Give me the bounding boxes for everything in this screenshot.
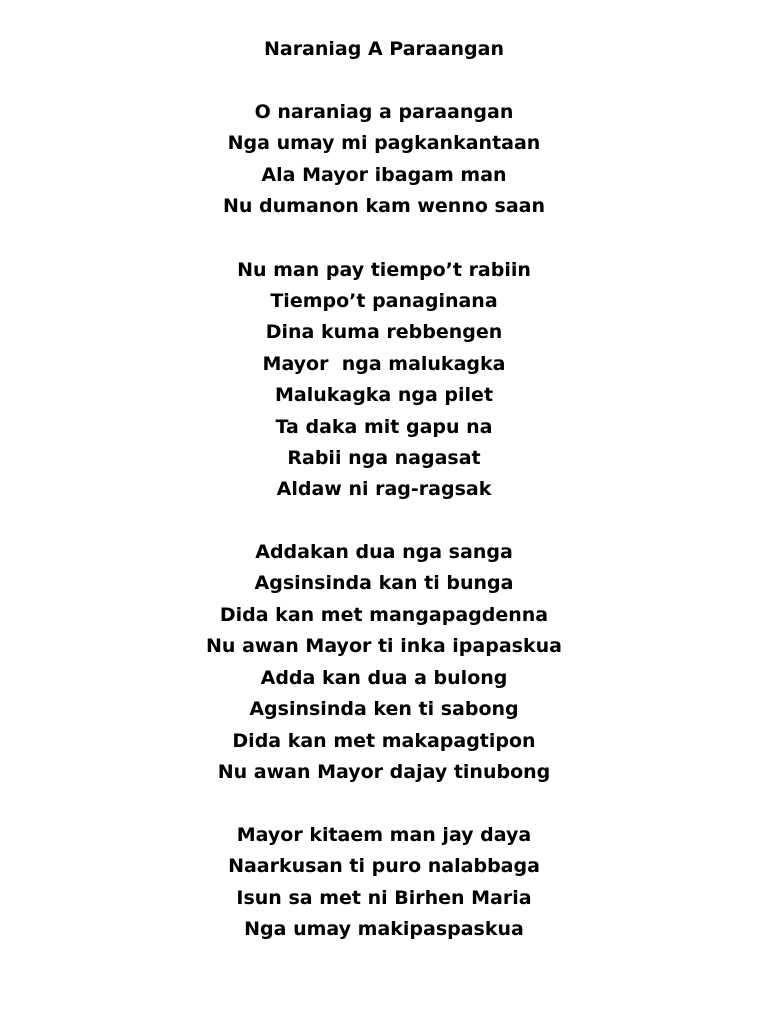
poem-line: Dida kan met mangapagdenna — [219, 604, 549, 626]
poem-line: Nu man pay tiempo’t rabiin — [237, 259, 531, 281]
poem-line: Addakan dua nga sanga — [255, 541, 513, 563]
poem-line: Ta daka mit gapu na — [275, 416, 493, 438]
poem-line: O naraniag a paraangan — [254, 101, 514, 123]
poem-line: Adda kan dua a bulong — [260, 667, 508, 689]
poem-line: Isun sa met ni Birhen Maria — [236, 887, 532, 909]
poem-line: Agsinsinda ken ti sabong — [249, 698, 519, 720]
poem-line: Nga umay makipaspaskua — [244, 918, 524, 940]
poem-line: Tiempo’t panaginana — [270, 290, 498, 312]
poem-line: Naarkusan ti puro nalabbaga — [228, 855, 540, 877]
poem-line: Mayor kitaem man jay daya — [236, 824, 532, 846]
poem-line: Mayor nga malukagka — [262, 353, 506, 375]
poem-line: Nu awan Mayor dajay tinubong — [217, 761, 551, 783]
poem-line: Aldaw ni rag-ragsak — [276, 478, 492, 500]
poem-line: Agsinsinda kan ti bunga — [254, 572, 514, 594]
poem-line: Malukagka nga pilet — [274, 384, 494, 406]
poem-title: Naraniag A Paraangan — [263, 38, 505, 60]
poem-line: Nu dumanon kam wenno saan — [222, 195, 546, 217]
poem-line: Rabii nga nagasat — [287, 447, 481, 469]
poem-line: Dina kuma rebbengen — [265, 321, 503, 343]
poem-line: Ala Mayor ibagam man — [261, 164, 507, 186]
poem-line: Dida kan met makapagtipon — [232, 730, 536, 752]
poem-line: Nga umay mi pagkankantaan — [227, 132, 541, 154]
poem-line: Nu awan Mayor ti inka ipapaskua — [206, 635, 562, 657]
